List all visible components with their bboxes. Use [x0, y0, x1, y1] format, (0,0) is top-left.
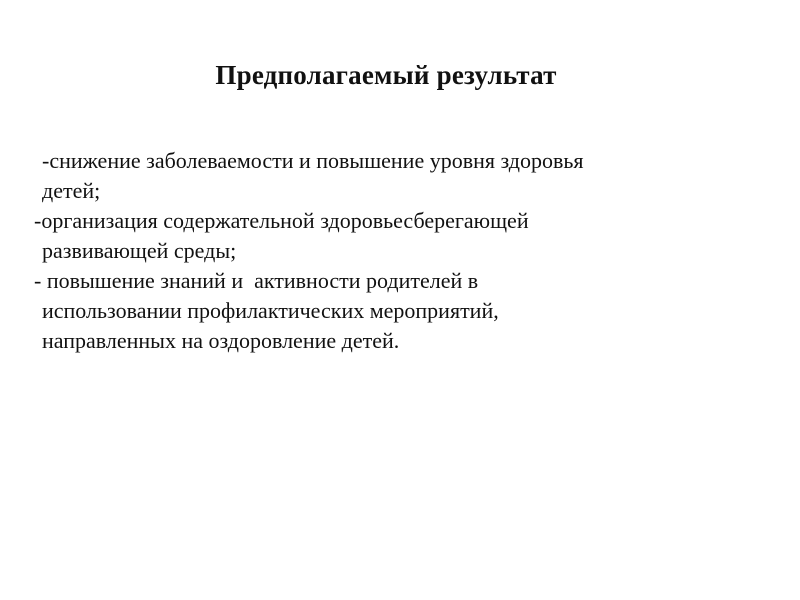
slide-title: Предполагаемый результат — [215, 60, 557, 90]
result-line-5: - повышение знаний и активности родителей в — [34, 268, 479, 293]
result-line-7: направленных на оздоровление детей. — [42, 328, 400, 353]
result-line-3: -организация содержательной здоровьесберегающей — [34, 208, 529, 233]
results-list — [34, 146, 774, 356]
result-line-1: -снижение заболеваемости и повышение уровня здоровья — [42, 148, 584, 173]
result-line-6: использовании профилактических мероприятий, — [42, 298, 499, 323]
result-line-4: развивающей среды; — [42, 238, 237, 263]
result-line-2: детей; — [42, 178, 101, 203]
